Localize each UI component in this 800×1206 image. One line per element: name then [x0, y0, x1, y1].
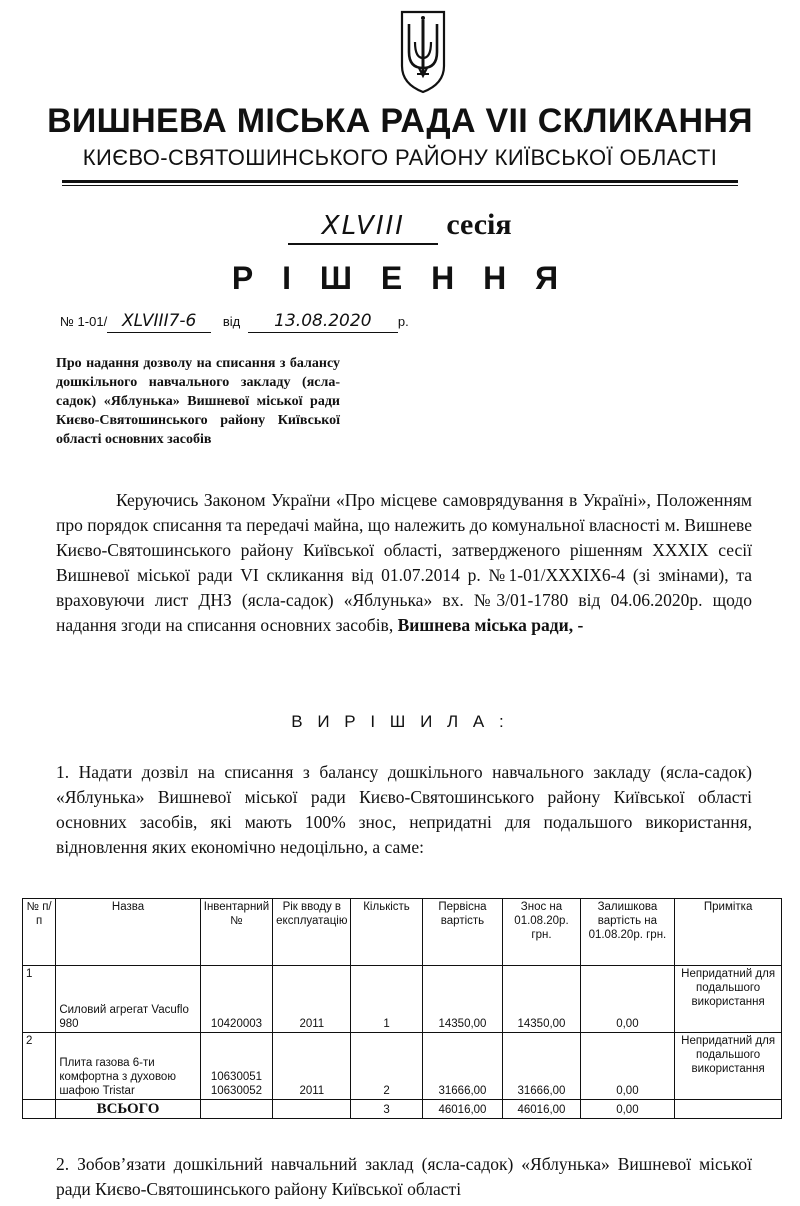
cell-empty — [23, 1100, 56, 1119]
header-divider — [62, 180, 738, 183]
total-label-cell — [56, 1100, 200, 1119]
decision-subject: Про надання дозволу на списання з балансу дошкільного навчального закладу (ясла-садок) «Яблунька» Вишневої міської ради Києво-Святошинського району Київської області основних засобів — [56, 356, 340, 447]
total-label: ВСЬОГО — [96, 1101, 160, 1117]
cell-no: 1 — [23, 966, 56, 1033]
session-number: XLVIII — [288, 209, 438, 245]
cell-inventory: 10420003 — [200, 966, 272, 1033]
header-residual: Залишкова вартість на 01.08.20р. грн. — [580, 899, 675, 966]
header-inventory: Інвентарний № — [200, 899, 272, 966]
cell-year: 2011 — [273, 966, 351, 1033]
cell-empty — [200, 1100, 272, 1119]
cell-year: 2011 — [273, 1033, 351, 1100]
cell-note: Непридатний для подальшого використання — [675, 966, 782, 1033]
resolved-heading: В И Р І Ш И Л А : — [291, 712, 509, 731]
cell-inventory — [200, 1033, 272, 1100]
item-2: 2. Зобов’язати дошкільний навчальний заклад (ясла-садок) «Яблунька» Вишневої міської ради Києво-Святошинського району Київської області — [56, 1154, 752, 1199]
trident-emblem-icon — [399, 8, 447, 94]
cell-empty — [675, 1100, 782, 1119]
cell-initial-cost: 31666,00 — [422, 1033, 503, 1100]
preamble — [56, 488, 752, 638]
total-quantity: 3 — [351, 1100, 422, 1119]
header-year: Рік вводу в експлуатацію — [273, 899, 351, 966]
council-title: ВИШНЕВА МІСЬКА РАДА VII СКЛИКАННЯ — [47, 102, 753, 140]
decision-number-prefix: № 1-01/ — [60, 314, 108, 329]
header-no: № п/п — [23, 899, 56, 966]
header-name: Назва — [56, 899, 200, 966]
cell-depreciation: 14350,00 — [503, 966, 580, 1033]
header-initial-cost: Первісна вартість — [422, 899, 503, 966]
council-subtitle: КИЄВО-СВЯТОШИНСЬКОГО РАЙОНУ КИЇВСЬКОЇ ОБЛАСТІ — [82, 145, 718, 170]
session-line — [0, 208, 800, 245]
cell-depreciation: 31666,00 — [503, 1033, 580, 1100]
decision-number: XLVIII7-6 — [107, 310, 211, 333]
total-depreciation: 46016,00 — [503, 1100, 580, 1119]
preamble-council: Вишнева міська ради, - — [397, 615, 584, 635]
cell-quantity: 1 — [351, 966, 422, 1033]
cell-initial-cost: 14350,00 — [422, 966, 503, 1033]
assets-table — [22, 898, 782, 1119]
header-quantity: Кількість — [351, 899, 422, 966]
header-divider-thin — [62, 185, 738, 186]
cell-residual: 0,00 — [580, 1033, 675, 1100]
cell-name: Плита газова 6-ти комфортна з духовою шафою Tristar — [56, 1033, 200, 1100]
decision-year-suffix: р. — [397, 314, 409, 329]
table-header-row — [23, 899, 782, 966]
table-row — [23, 1033, 782, 1100]
preamble-text: Керуючись Законом України «Про місцеве самоврядування в Україні», Положенням про порядок списання та передачі майна, що належить до комунальної власності м. Вишневе Києво-Святошинського району Київської області, затвердженого рішенням XXXIX сесії Вишневої міської ради VI скликання від 01.07.2014 р. №1-01/XXXIX6-4 (зі змінами), та враховуючи лист ДНЗ (ясла-садок) «Яблунька» вх. №3/01-1780 від 04.06.2020р. щодо надання згоди на списання основних засобів, — [56, 490, 752, 635]
cell-no: 2 — [23, 1033, 56, 1100]
header-depreciation: Знос на 01.08.20р. грн. — [503, 899, 580, 966]
decision-number-line — [60, 310, 409, 333]
cell-empty — [273, 1100, 351, 1119]
table-total-row — [23, 1100, 782, 1119]
table-row — [23, 966, 782, 1033]
item-1: 1. Надати дозвіл на списання з балансу дошкільного навчального закладу (ясла-садок) «Яблунька» Вишневої міської ради Києво-Святошинського району Київської області основних засобів, які мають 100% знос, непридатні для подальшого використання, відновлення яких економічно недоцільно, а саме: — [56, 762, 752, 857]
total-initial-cost: 46016,00 — [422, 1100, 503, 1119]
cell-quantity: 2 — [351, 1033, 422, 1100]
cell-residual: 0,00 — [580, 966, 675, 1033]
cell-name: Силовий агрегат Vacuflo 980 — [56, 966, 200, 1033]
cell-note: Непридатний для подальшого використання — [675, 1033, 782, 1100]
decision-date: 13.08.2020 — [248, 310, 398, 333]
inventory-number: 10630052 — [210, 1085, 263, 1097]
inventory-number: 10630051 — [210, 1071, 263, 1083]
decision-title: Р І Ш Е Н Н Я — [231, 260, 569, 296]
decision-from-label: від — [222, 314, 241, 329]
total-residual: 0,00 — [580, 1100, 675, 1119]
session-label: сесія — [446, 208, 512, 241]
header-note: Примітка — [675, 899, 782, 966]
